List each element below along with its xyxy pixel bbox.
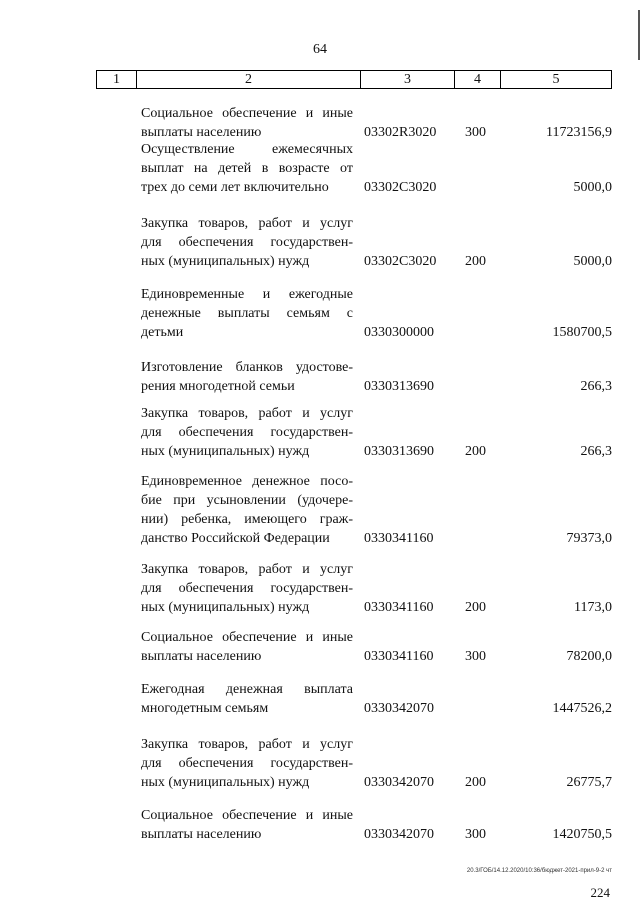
row-description-line: для обеспечения государствен- xyxy=(141,235,353,250)
row-description-line: детьми xyxy=(141,325,184,340)
sheet-number: 224 xyxy=(590,885,610,900)
row-description-line: Осуществление ежемесячных xyxy=(141,142,353,157)
row-code: 0330300000 xyxy=(364,325,434,340)
row-description-line: нии) ребенка, имеющего граж- xyxy=(141,512,353,527)
row-description-line: Единовременное денежное посо- xyxy=(141,474,353,489)
row-code: 0330341160 xyxy=(364,531,434,546)
header-col-2: 2 xyxy=(137,71,361,88)
row-type: 200 xyxy=(465,775,486,790)
row-type: 300 xyxy=(465,827,486,842)
row-description-line: многодетным семьям xyxy=(141,701,269,716)
row-description xyxy=(141,472,353,548)
row-description xyxy=(141,358,353,396)
row-description xyxy=(141,560,353,617)
row-description xyxy=(141,735,353,792)
row-amount: 5000,0 xyxy=(573,180,612,195)
row-code: 0330342070 xyxy=(364,827,434,842)
row-description-line: данство Российской Федерации xyxy=(141,531,330,546)
row-type: 200 xyxy=(465,444,486,459)
row-amount: 1420750,5 xyxy=(552,827,612,842)
row-description-line: ных (муниципальных) нужд xyxy=(141,444,310,459)
row-description-line: выплаты населению xyxy=(141,649,262,664)
row-description-line: для обеспечения государствен- xyxy=(141,425,353,440)
row-amount: 78200,0 xyxy=(566,649,612,664)
footer-code: 20.3/ГОБ/14.12.2020/10:36/бюджет-2021-прил-9-2 чт xyxy=(466,868,612,874)
row-description-line: ных (муниципальных) нужд xyxy=(141,254,310,269)
row-description xyxy=(141,214,353,271)
row-amount: 79373,0 xyxy=(566,531,612,546)
row-description-line: Изготовление бланков удостове- xyxy=(141,360,353,375)
header-col-4: 4 xyxy=(455,71,501,88)
row-description-line: Ежегодная денежная выплата xyxy=(141,682,353,697)
row-type: 300 xyxy=(465,125,486,140)
page-number: 64 xyxy=(313,42,327,57)
row-amount: 266,3 xyxy=(580,379,612,394)
row-description xyxy=(141,628,353,666)
row-code: 0330341160 xyxy=(364,649,434,664)
row-description-line: Социальное обеспечение и иные xyxy=(141,106,353,121)
row-description xyxy=(141,404,353,461)
row-description-line: для обеспечения государствен- xyxy=(141,581,353,596)
header-col-5: 5 xyxy=(552,72,560,87)
row-amount: 11723156,9 xyxy=(546,125,612,140)
row-description-line: Закупка товаров, работ и услуг xyxy=(141,562,353,577)
header-col-1: 1 xyxy=(97,71,137,88)
row-description-line: выплаты населению xyxy=(141,125,262,140)
row-code: 03302С3020 xyxy=(364,254,437,269)
row-description-line: Единовременные и ежегодные xyxy=(141,287,353,302)
table-header xyxy=(96,70,612,89)
row-amount: 1173,0 xyxy=(574,600,612,615)
row-description xyxy=(141,140,353,197)
row-amount: 266,3 xyxy=(580,444,612,459)
row-description-line: ных (муниципальных) нужд xyxy=(141,775,310,790)
row-code: 03302С3020 xyxy=(364,180,437,195)
header-col-3: 3 xyxy=(361,71,455,88)
row-code: 0330342070 xyxy=(364,775,434,790)
row-description-line: Социальное обеспечение и иные xyxy=(141,808,353,823)
row-amount: 26775,7 xyxy=(566,775,612,790)
row-description xyxy=(141,285,353,342)
row-code: 0330313690 xyxy=(364,444,434,459)
row-type: 200 xyxy=(465,600,486,615)
row-type: 200 xyxy=(465,254,486,269)
row-description-line: ных (муниципальных) нужд xyxy=(141,600,310,615)
row-description-line: выплат на детей в возрасте от xyxy=(141,161,353,176)
row-description-line: бие при усыновлении (удочере- xyxy=(141,493,353,508)
row-code: 0330313690 xyxy=(364,379,434,394)
row-description-line: Закупка товаров, работ и услуг xyxy=(141,737,353,752)
row-description-line: рения многодетной семьи xyxy=(141,379,295,394)
row-description-line: для обеспечения государствен- xyxy=(141,756,353,771)
row-amount: 5000,0 xyxy=(573,254,612,269)
row-amount: 1580700,5 xyxy=(552,325,612,340)
row-description-line: денежные выплаты семьям с xyxy=(141,306,353,321)
row-type: 300 xyxy=(465,649,486,664)
row-description xyxy=(141,104,353,142)
row-amount: 1447526,2 xyxy=(552,701,612,716)
row-description xyxy=(141,806,353,844)
row-code: 0330341160 xyxy=(364,600,434,615)
row-description xyxy=(141,680,353,718)
row-description-line: трех до семи лет включительно xyxy=(141,180,329,195)
row-description-line: Социальное обеспечение и иные xyxy=(141,630,353,645)
row-code: 0330342070 xyxy=(364,701,434,716)
row-description-line: Закупка товаров, работ и услуг xyxy=(141,406,353,421)
row-code: 03302R3020 xyxy=(364,125,437,140)
row-description-line: Закупка товаров, работ и услуг xyxy=(141,216,353,231)
row-description-line: выплаты населению xyxy=(141,827,262,842)
